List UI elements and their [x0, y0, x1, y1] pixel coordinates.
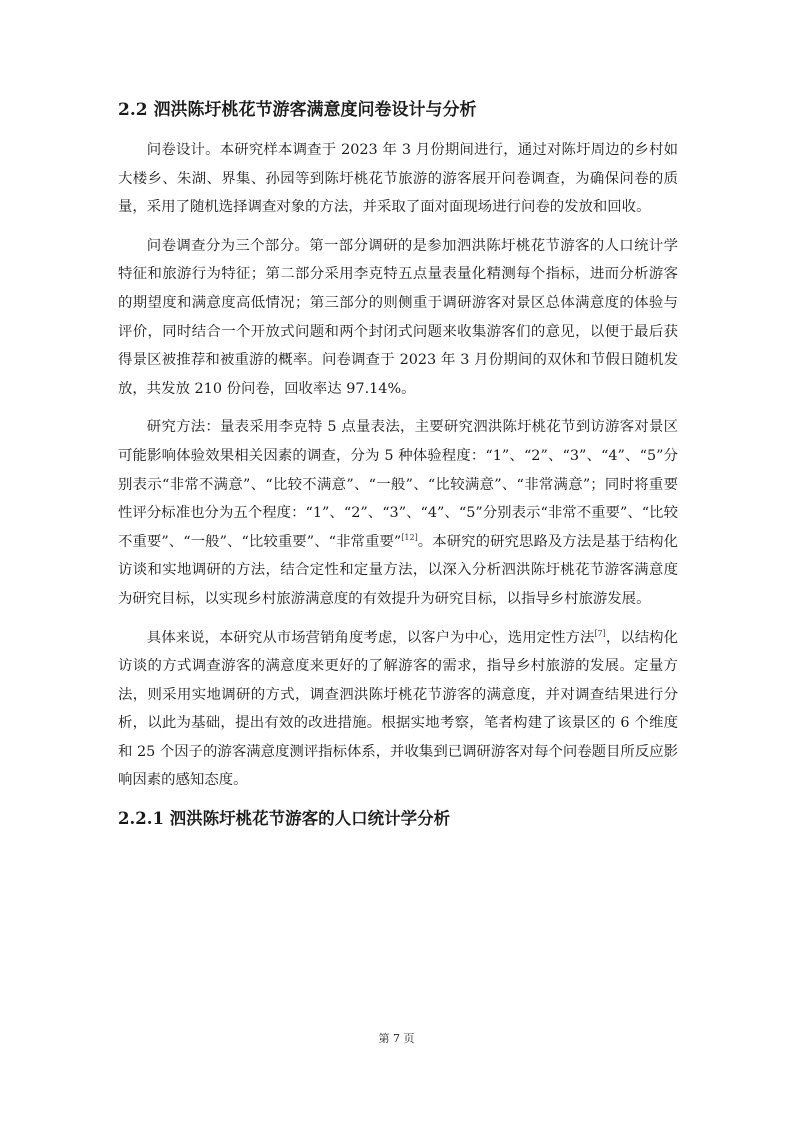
- subsection-heading: 2.2.1 泗洪陈圩桃花节游客的人口统计学分析: [118, 809, 451, 829]
- document-page: [118, 96, 678, 833]
- paragraph-text: 具体来说，本研究从市场营销角度考虑，以客户为中心，选用定性方法: [146, 629, 595, 646]
- citation-marker: [7]: [594, 628, 606, 638]
- paragraph-text: 研究方法：量表采用李克特 5 点量表法，主要研究泗洪陈圩桃花节到访游客对景区可能影响体验效果相关因素的调查，分为 5 种体验程度：“1”、“2”、“3”、“4”、“5”分别表示“非常不满意”、“比较不满意”、“一般”、“比较满意”、“非常满意”；同时将重要性评分标准也分为五个程度：“1”、“2”、“3”、“4”、“5”分别表示“非常不重要”、“比较不重要”、“一般”、“比较重要”、“非常重要”: [118, 419, 678, 550]
- paragraph-research-method: [118, 413, 678, 613]
- section-heading: 2.2 泗洪陈圩桃花节游客满意度问卷设计与分析: [118, 100, 477, 120]
- paragraph-survey-structure: 问卷调查分为三个部分。第一部分调研的是参加泗洪陈圩桃花节游客的人口统计学特征和旅游行为特征；第二部分采用李克特五点量表量化精测每个指标，进而分析游客的期望度和满意度高低情况；第三部分的则侧重于调研游客对景区总体满意度的体验与评价，同时结合一个开放式问题和两个封闭式问题来收集游客们的意见，以便于最后获得景区被推荐和被重游的概率。问卷调查于 2023 年 3 月份期间的双休和节假日随机发放，共发放 210 份问卷，回收率达 97.14%。: [118, 237, 678, 397]
- paragraph-specific-approach: [118, 624, 678, 796]
- paragraph-text: ，以结构化访谈的方式调查游客的满意度来更好的了解游客的需求，指导乡村旅游的发展。定量方法，则采用实地调研的方式，调查泗洪陈圩桃花节游客的满意度，并对调查结果进行分析，以此为基础，提出有效的改进措施。根据实地考察，笔者构建了该景区的 6 个维度和 25 个因子的游客满意度测评指标体系，并收集到已调研游客对每个问卷题目所反应影响因素的感知态度。: [118, 629, 678, 789]
- citation-marker: [12]: [401, 532, 418, 542]
- paragraph-questionnaire-design: 问卷设计。本研究样本调查于 2023 年 3 月份期间进行，通过对陈圩周边的乡村如大楼乡、朱湖、界集、孙园等到陈圩桃花节旅游的游客展开问卷调查，为确保问卷的质量，采用了随机选择调查对象的方法，并采取了面对面现场进行问卷的发放和回收。: [118, 142, 678, 216]
- paragraph-text: 。本研究的研究思路及方法是基于结构化访谈和实地调研的方法，结合定性和定量方法，以深入分析泗洪陈圩桃花节游客满意度为研究目标，以实现乡村旅游满意度的有效提升为研究目标，以指导乡村旅游发展。: [118, 533, 678, 607]
- page-number: 第 7 页: [378, 1032, 415, 1045]
